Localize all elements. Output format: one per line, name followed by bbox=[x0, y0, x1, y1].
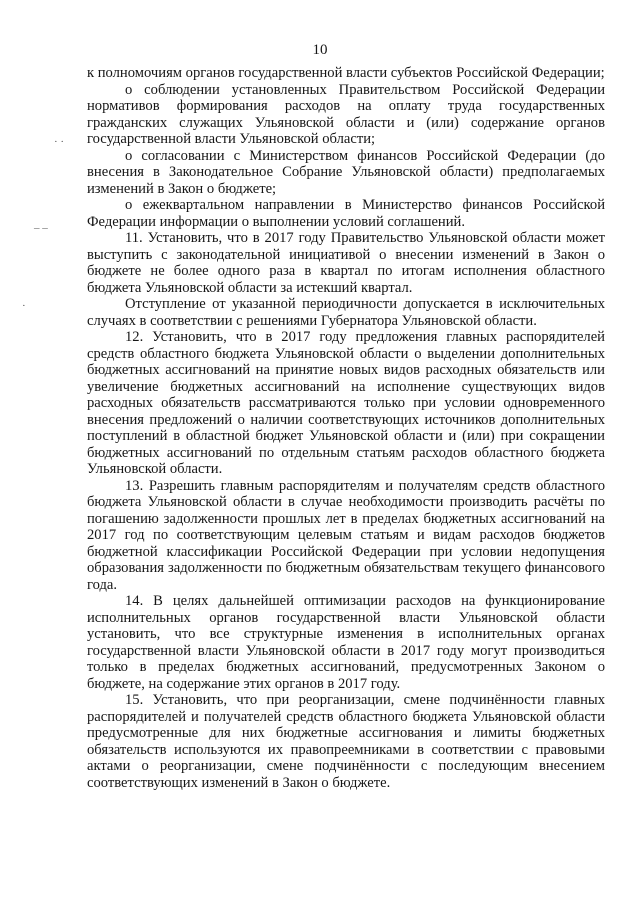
paragraph: к полномочиям органов государственной власти субъектов Российской Федерации; bbox=[87, 65, 605, 81]
paragraph-item-14: 14. В целях дальнейшей оптимизации расходов на функционирование исполнительных органов государственной власти Ульяновской области установить, что все структурные изменения в исполнительных органах государственной власти Ульяновской области в 2017 году могут производиться только в пределах бюджетных ассигнований, предусмотренных Законом о бюджете, на содержание этих органов в 2017 году. bbox=[87, 593, 605, 692]
paragraph-item-15: 15. Установить, что при реорганизации, смене подчинённости главных распорядителей и получателей средств областного бюджета Ульяновской области предусмотренные для них бюджетные ассигнования и лимиты бюджетных обязательств используются их правопреемниками в соответствии с правовыми актами о реорганизации, смене подчинённости с последующим внесением соответствующих изменений в Закон о бюджете. bbox=[87, 692, 605, 791]
page-number: 10 bbox=[312, 42, 328, 58]
scan-artifact-mark: · · bbox=[54, 136, 65, 148]
document-body bbox=[87, 65, 605, 791]
paragraph: о согласовании с Министерством финансов Российской Федерации (до внесения в Законодательное Собрание Ульяновской области) предполагаемых изменений в Закон о бюджете; bbox=[87, 147, 605, 197]
scan-artifact-mark: – – bbox=[34, 222, 48, 234]
paragraph: о соблюдении установленных Правительством Российской Федерации нормативов формирования расходов на оплату труда государственных гражданских служащих Ульяновской области и (или) содержание органов государственной власти Ульяновской области; bbox=[87, 81, 605, 147]
paragraph-item-11: 11. Установить, что в 2017 году Правительство Ульяновской области может выступить с законодательной инициативой о внесении изменений в Закон о бюджете не более одного раза в квартал по итогам исполнения областного бюджета Ульяновской области за истекший квартал. bbox=[87, 230, 605, 296]
paragraph-item-13: 13. Разрешить главным распорядителям и получателям средств областного бюджета Ульяновской области в случае необходимости производить расчёты по погашению задолженности прошлых лет в пределах бюджетных ассигнований на 2017 год по соответствующим целевым статьям и видам расходов бюджетов бюджетной классификации Российской Федерации при условии недопущения образования задолженности по бюджетным обязательствам текущего финансового года. bbox=[87, 477, 605, 593]
scan-artifact-mark: · bbox=[22, 300, 26, 312]
paragraph: Отступление от указанной периодичности допускается в исключительных случаях в соответствии с решениями Губернатора Ульяновской области. bbox=[87, 296, 605, 329]
paragraph-item-12: 12. Установить, что в 2017 году предложения главных распорядителей средств областного бюджета Ульяновской области о выделении дополнительных бюджетных ассигнований на принятие новых видов расходных обязательств или увеличение бюджетных ассигнований на исполнение существующих видов расходных обязательств рассматриваются только при условии одновременного внесения предложений о наличии соответствующих источников дополнительных поступлений в областной бюджет Ульяновской области и (или) при сокращении бюджетных ассигнований по отдельным статьям расходов областного бюджета Ульяновской области. bbox=[87, 329, 605, 477]
paragraph: о ежеквартальном направлении в Министерство финансов Российской Федерации информации о выполнении условий соглашений. bbox=[87, 197, 605, 230]
